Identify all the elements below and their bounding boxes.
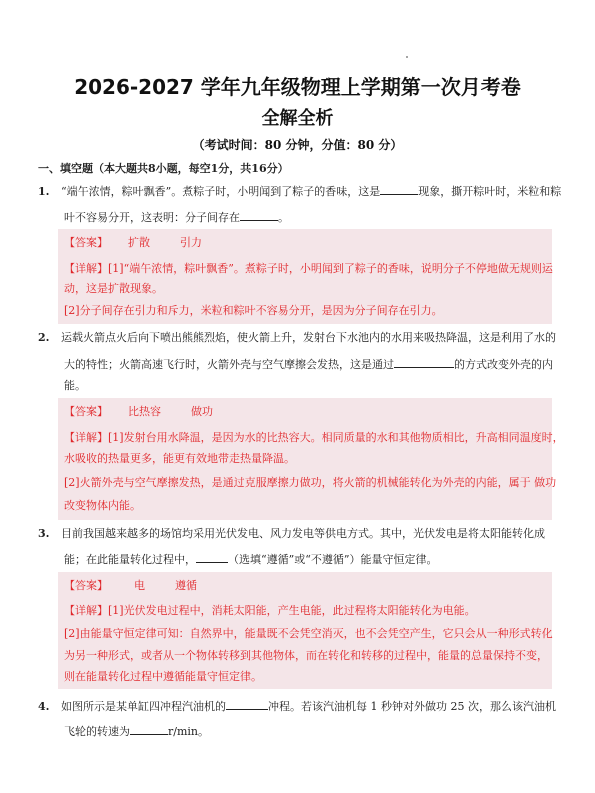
q2-text-1: 运载火箭点火后向下喷出熊熊烈焰，使火箭上升，发射台下水池内的水用来吸热降温，这是利用了水的 (60, 331, 556, 344)
q4-text-1a: 如图所示是某单缸四冲程汽油机的 (60, 700, 226, 713)
q2-detail-1b: 水吸收的热量更多，能更有效地带走热量降温。 (64, 452, 295, 465)
q1-line-1 (38, 182, 561, 200)
q2-detail-1 (64, 430, 564, 446)
answer-label: 【答案】 (64, 236, 108, 249)
q4-text-1b: 冲程。若该汽油机每 1 秒钟对外做功 25 次，那么该汽油机 (267, 700, 556, 713)
q3-detail-2c: 则在能量转化过程中遵循能量守恒定律。 (64, 670, 262, 683)
section-title: 一、填空题（本大题共8小题，每空1分，共16分） (38, 162, 289, 175)
answer-label: 【答案】 (64, 405, 108, 418)
q1-number: 1. (38, 185, 50, 198)
q4-text-2b: r/min。 (168, 725, 209, 738)
q4-line-2 (64, 722, 209, 740)
q3-answer-line (64, 578, 197, 594)
q2-line-3: 能。 (64, 379, 86, 392)
q3-line-2 (64, 550, 438, 568)
q2-text-2a: 大的特性；火箭高速飞行时，火箭外壳与空气摩擦会发热，这是通过 (64, 358, 394, 371)
exam-meta: （考试时间：80 分钟，分值：80 分） (192, 138, 403, 152)
q3-detail-2b: 为另一种形式，或者从一个物体转移到其他物体，而在转化和转移的过程中，能量的总量保持不变， (64, 649, 548, 662)
q2-number: 2. (38, 331, 50, 344)
q1-text-1a: “端午浓情，粽叶飘香”。煮粽子时，小明闻到了粽子的香味，这是 (60, 185, 381, 198)
q2-detail-1a: [1]发射台用水降温，是因为水的比热容大。相同质量的水和其他物质相比，升高相同温度时， (108, 431, 564, 444)
q1-text-1b: 现象，撕开粽叶时，米粒和粽 (418, 185, 562, 198)
q3-number: 3. (38, 527, 50, 540)
q1-line-2 (64, 208, 289, 226)
q1-blank-2 (240, 208, 278, 221)
q3-text-1: 目前我国越来越多的场馆均采用光伏发电、风力发电等供电方式。其中，光伏发电是将太阳能转化成 (60, 527, 545, 540)
q2-detail-2a: [2]火箭外壳与空气摩擦发热，是通过克服摩擦力做功，将火箭的机械能转化为外壳的内能，属于 做功 (64, 476, 557, 489)
q4-number: 4. (38, 700, 50, 713)
q3-text-2b: （选填“遵循”或“不遵循”）能量守恒定律。 (228, 553, 438, 566)
q3-text-2a: 能；在此能量转化过程中， (64, 553, 196, 566)
detail-label: 【详解】 (64, 604, 108, 617)
q1-text-2a: 叶不容易分开，这表明：分子间存在 (64, 211, 240, 224)
q2-line-1 (38, 330, 556, 346)
q3-answer-block (58, 572, 552, 689)
q1-detail-1a: [1]“端午浓情，粽叶飘香”。煮粽子时，小明闻到了粽子的香味，说明分子不停地做无规则运 (108, 262, 553, 275)
q2-answer-line (64, 404, 213, 420)
q4-blank-1 (226, 697, 268, 710)
q1-answer-1: 扩散 (128, 236, 150, 249)
q3-answer-2: 遵循 (175, 579, 197, 592)
q1-text-2b: 。 (278, 211, 289, 224)
q1-detail-1 (64, 261, 553, 277)
q2-answer-2: 做功 (191, 405, 213, 418)
q1-blank-1 (380, 182, 418, 195)
q3-detail-1a: [1]光伏发电过程中，消耗太阳能，产生电能，此过程将太阳能转化为电能。 (108, 604, 476, 617)
detail-label: 【详解】 (64, 262, 108, 275)
q2-blank-1 (394, 355, 454, 368)
q2-detail-2b: 改变物体内能。 (64, 499, 141, 512)
exam-title: 2026-2027 学年九年级物理上学期第一次月考卷 (74, 75, 521, 99)
q3-detail-1 (64, 603, 476, 619)
q1-answer-line (64, 235, 202, 251)
q2-text-2b: 的方式改变外壳的内 (454, 358, 553, 371)
q3-line-1 (38, 526, 545, 542)
q3-blank-1 (196, 550, 228, 563)
q2-line-2 (64, 355, 553, 373)
q1-answer-block (58, 229, 552, 324)
q4-text-2a: 飞轮的转速为 (64, 725, 130, 738)
q4-blank-2 (130, 722, 168, 735)
q3-answer-1: 电 (134, 579, 145, 592)
q1-answer-2: 引力 (180, 236, 202, 249)
exam-subtitle: 全解全析 (261, 108, 334, 129)
q3-detail-2a: [2]由能量守恒定律可知：自然界中，能量既不会凭空消灭，也不会凭空产生，它只会从一种形式转化 (64, 627, 553, 640)
q1-detail-1b: 动，这是扩散现象。 (64, 282, 163, 295)
q2-answer-1: 比热容 (128, 405, 161, 418)
detail-label: 【详解】 (64, 431, 108, 444)
q1-detail-2: [2]分子间存在引力和斥力，米粒和粽叶不容易分开，是因为分子间存在引力。 (64, 304, 443, 317)
answer-label: 【答案】 (64, 579, 108, 592)
q4-line-1 (38, 697, 556, 715)
dot-mark (406, 56, 408, 58)
q2-answer-block (58, 398, 564, 520)
